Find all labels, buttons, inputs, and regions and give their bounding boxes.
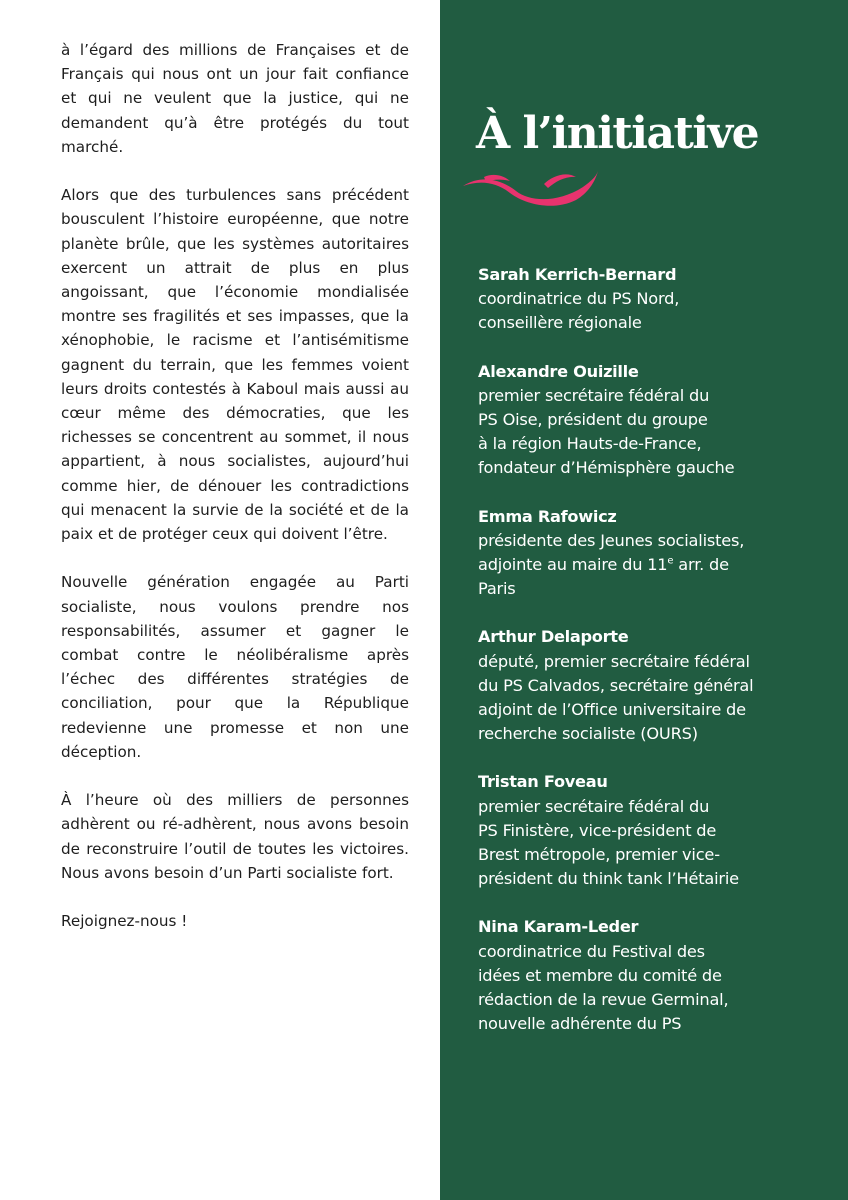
member-role-text: adjointe au maire du 11 — [478, 555, 668, 575]
member-role-line: président du think tank l’Hétairie — [478, 869, 739, 889]
member-entry — [478, 625, 828, 746]
member-role-line: idées et membre du comité de — [478, 965, 722, 985]
member-list — [478, 263, 828, 1060]
body-paragraph-4: À l’heure où des milliers de personnes adhèrent ou ré-adhèrent, nous avons besoin de reconstruire l’outil de toutes les victoires. Nous avons besoin d’un Parti socialiste fort. — [61, 791, 409, 882]
member-name: Alexandre Ouizille — [478, 361, 639, 381]
member-entry — [478, 915, 828, 1036]
body-paragraph-1: à l’égard des millions de Françaises et de Français qui nous ont un jour fait confiance et qui ne veulent que la justice, qui ne demandent qu’à être protégés du tout marché. — [61, 41, 409, 156]
panel-title: À l’initiative — [476, 108, 759, 159]
member-role-line: premier secrétaire fédéral du — [478, 796, 710, 816]
member-role-line: recherche socialiste (OURS) — [478, 724, 698, 744]
member-role-line: coordinatrice du Festival des — [478, 941, 705, 961]
member-role-line: à la région Hauts-de-France, — [478, 434, 702, 454]
member-role-line — [478, 553, 828, 577]
initiative-panel — [440, 0, 848, 1200]
member-role-line: nouvelle adhérente du PS — [478, 1014, 682, 1034]
member-name: Tristan Foveau — [478, 772, 608, 792]
member-role-line: député, premier secrétaire fédéral — [478, 651, 750, 671]
member-role-line: présidente des Jeunes socialistes, — [478, 530, 745, 550]
member-name: Emma Rafowicz — [478, 506, 617, 526]
member-role-line: Paris — [478, 579, 516, 599]
member-name: Sarah Kerrich-Bernard — [478, 265, 677, 284]
pink-wave-icon — [460, 165, 600, 209]
member-role-line: rédaction de la revue Germinal, — [478, 990, 729, 1010]
member-role-line: coordinatrice du PS Nord, — [478, 289, 680, 309]
ordinal-superscript: e — [667, 555, 674, 567]
body-text-column — [61, 38, 409, 958]
member-role-line: fondateur d’Hémisphère gauche — [478, 458, 735, 478]
member-role-line: PS Oise, président du groupe — [478, 410, 708, 430]
member-entry — [478, 360, 828, 481]
member-role-line: premier secrétaire fédéral du — [478, 385, 710, 405]
member-entry — [478, 263, 828, 336]
member-name: Arthur Delaporte — [478, 627, 629, 647]
member-role-line: Brest métropole, premier vice- — [478, 845, 720, 865]
body-paragraph-5: Rejoignez-nous ! — [61, 912, 188, 931]
member-role-text: arr. de — [673, 555, 729, 575]
member-entry — [478, 770, 828, 891]
body-paragraph-2: Alors que des turbulences sans précédent bousculent l’histoire européenne, que notre planète brûle, que les systèmes autoritaires exercent un attrait de plus en plus angoissant, que l’économie mondialisée montre ses fragilités et ses impasses, que la xénophobie, le racisme et l’antisémitisme gagnent du terrain, que les femmes voient leurs droits contestés à Kaboul mais aussi au cœur même des démocraties, que les richesses se concentrent au sommet, il nous appartient, à nous socialistes, aujourd’hui comme hier, de dénouer les contradictions qui menacent la survie de la société et de la paix et de protéger ceux qui doivent l’être. — [61, 186, 409, 544]
member-entry — [478, 505, 828, 602]
member-role-line: PS Finistère, vice-président de — [478, 820, 717, 840]
member-role-line: du PS Calvados, secrétaire général — [478, 675, 754, 695]
member-role-line: conseillère régionale — [478, 313, 642, 333]
member-role-line: adjoint de l’Office universitaire de — [478, 700, 746, 720]
member-name: Nina Karam-Leder — [478, 917, 639, 937]
body-paragraph-3: Nouvelle génération engagée au Parti socialiste, nous voulons prendre nos responsabilités, assumer et gagner le combat contre le néolibéralisme après l’échec des différentes stratégies de conciliation, pour que la République redevienne une promesse et non une déception. — [61, 573, 409, 761]
